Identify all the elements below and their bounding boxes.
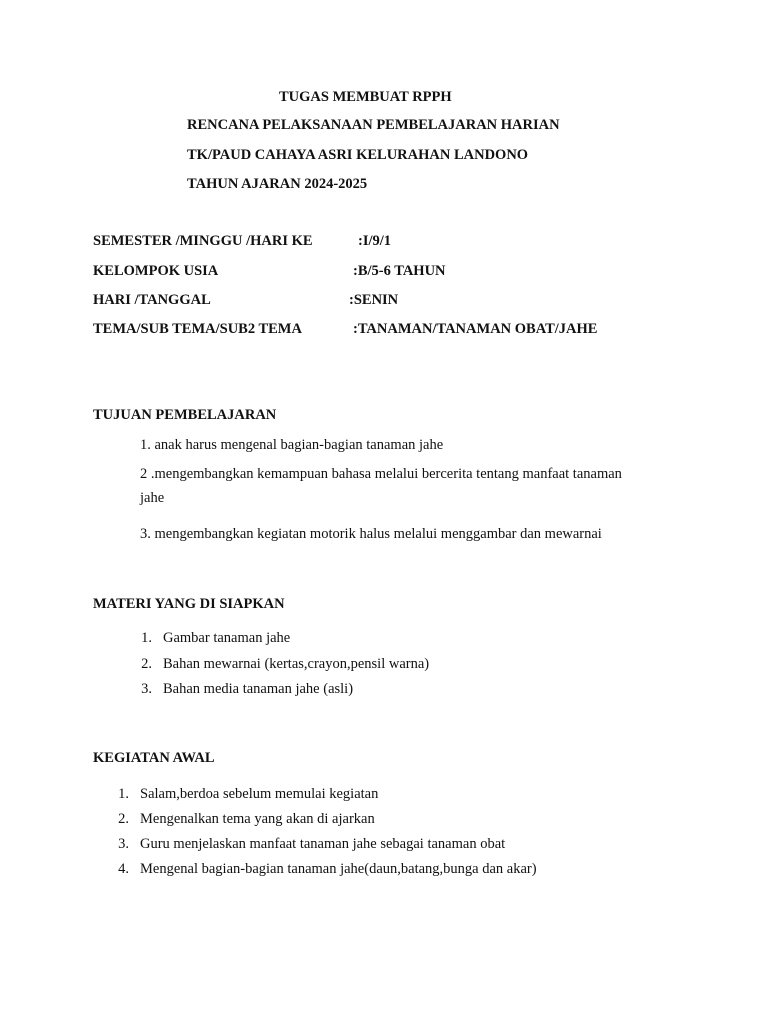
kegiatan-item: Mengenal bagian-bagian tanaman jahe(daun,batang,bunga dan akar) [140,861,537,877]
kegiatan-item-number: 1. [118,786,129,802]
materi-item-number: 1. [141,630,152,646]
info-label-semester: SEMESTER /MINGGU /HARI KE [93,233,313,249]
info-value-semester: :I/9/1 [358,233,392,249]
info-label-hari: HARI /TANGGAL [93,292,211,308]
info-value-tema: :TANAMAN/TANAMAN OBAT/JAHE [353,321,598,337]
tujuan-item-2-line1: 2 .mengembangkan kemampuan bahasa melalui bercerita tentang manfaat tanaman [140,466,622,482]
materi-item: Bahan mewarnai (kertas,crayon,pensil warna) [163,656,430,672]
materi-item-number: 3. [141,681,152,697]
section-heading-tujuan: TUJUAN PEMBELAJARAN [93,407,277,423]
kegiatan-item: Guru menjelaskan manfaat tanaman jahe sebagai tanaman obat [140,836,506,852]
materi-item: Bahan media tanaman jahe (asli) [163,681,354,697]
info-label-kelompok: KELOMPOK USIA [93,263,219,279]
tujuan-item-1: 1. anak harus mengenal bagian-bagian tanaman jahe [140,437,444,453]
kegiatan-item-number: 4. [118,861,129,877]
kegiatan-item-number: 2. [118,811,129,827]
info-label-tema: TEMA/SUB TEMA/SUB2 TEMA [93,321,302,337]
section-heading-materi: MATERI YANG DI SIAPKAN [93,596,285,612]
section-heading-kegiatan-awal: KEGIATAN AWAL [93,750,215,766]
materi-item: Gambar tanaman jahe [163,630,291,646]
tujuan-item-3: 3. mengembangkan kegiatan motorik halus melalui menggambar dan mewarnai [140,526,602,542]
doc-subtitle-plan: RENCANA PELAKSANAAN PEMBELAJARAN HARIAN [187,117,560,133]
doc-title: TUGAS MEMBUAT RPPH [279,89,452,105]
kegiatan-item-number: 3. [118,836,129,852]
materi-item-number: 2. [141,656,152,672]
doc-subtitle-school: TK/PAUD CAHAYA ASRI KELURAHAN LANDONO [187,147,529,163]
info-value-hari: :SENIN [349,292,399,308]
kegiatan-item: Salam,berdoa sebelum memulai kegiatan [140,786,379,802]
kegiatan-item: Mengenalkan tema yang akan di ajarkan [140,811,375,827]
info-value-kelompok: :B/5-6 TAHUN [353,263,446,279]
doc-subtitle-year: TAHUN AJARAN 2024-2025 [187,176,368,192]
tujuan-item-2-line2: jahe [140,490,165,506]
